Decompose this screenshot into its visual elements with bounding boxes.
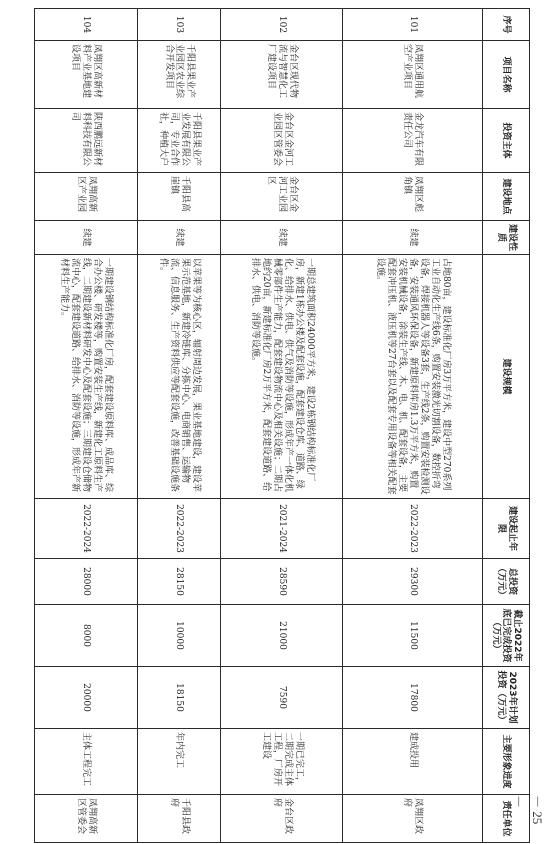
cell-nature: 续建 xyxy=(35,221,138,255)
header-entity: 投资主体 xyxy=(483,109,530,173)
cell-years: 2021-2024 xyxy=(221,499,342,559)
cell-progress: 主体工程完工 xyxy=(35,729,138,795)
project-table xyxy=(34,8,530,843)
header-progress: 主要形象进度 xyxy=(483,729,530,795)
cell-responsible: 凤翔区政府 xyxy=(342,795,482,843)
header-nature: 建设性质 xyxy=(483,221,530,255)
cell-seq: 104 xyxy=(35,9,138,41)
cell-scale: 一期总建筑面积24000平方米，建设2栋钢结构标准化厂房，新建1栋办公楼及配套设施，配套建设仓库、道路、绿化、给排水、供电、供气及消防等设施，形成年产一体化机械零部件生产能力，配套建设物流中心及相关设施；二期占地约20亩，新建标准化厂房2万平方米，配套建设道路、给排水、供电、消防等设施。 xyxy=(221,255,342,499)
cell-seq: 102 xyxy=(221,9,342,41)
cell-total: 28150 xyxy=(137,559,221,605)
cell-years: 2022-2024 xyxy=(35,499,138,559)
cell-done: 11500 xyxy=(342,605,482,667)
cell-nature: 续建 xyxy=(221,221,342,255)
cell-scale: 一期建设钢结构标准化厂房，配套建设原料库、成品库、综合办公楼、研发楼等，购置安装生产线，新建化工原料生产线，二期建设新材料研发中心及配套设施；三期建设仓储物流中心，配套建设道路、给排水、消防等设施，形成年产新材料生产能力。 xyxy=(35,255,138,499)
cell-total: 29300 xyxy=(342,559,482,605)
cell-seq: 101 xyxy=(342,9,482,41)
rotated-table-wrapper xyxy=(34,8,530,842)
cell-plan2023: 7590 xyxy=(221,667,342,729)
cell-entity: 金台区金河工业园区管委会 xyxy=(221,109,342,173)
cell-plan2023: 17800 xyxy=(342,667,482,729)
cell-entity: 千阳县果业产业发展有限公司，专业合作社，种植大户 xyxy=(137,109,221,173)
cell-name: 金台区现代物流与智慧化工厂建设项目 xyxy=(221,41,342,109)
cell-location: 千阳县高崖镇 xyxy=(137,173,221,221)
cell-name: 凤翔区通用航空产业项目 xyxy=(342,41,482,109)
cell-scale: 占地80亩，建设标准化厂房3万平方米，建设中型270系列工业自动化生产线6条，购置安装激光切割设备，数控折弯设备，焊接机器人等设备3套，生产线2条，购置安装检测设备，安装通风环保设备，新建原料库房1.3万平方米，购置安装机械设备，涂装生产线、木、电、机、配套设备，主要配套冲压机、液压机等27台套以及配套专用设备等相关配套设施。 xyxy=(342,255,482,499)
cell-responsible: 金台区政府 xyxy=(221,795,342,843)
table-header-row xyxy=(483,9,530,843)
cell-years: 2022-2023 xyxy=(342,499,482,559)
header-seq: 序号 xyxy=(483,9,530,41)
cell-progress: 一期已完工，二期完成主体工程，厂房开工建设 xyxy=(221,729,342,795)
cell-plan2023: 18150 xyxy=(137,667,221,729)
cell-done: 21000 xyxy=(221,605,342,667)
cell-scale: 以苹果等为核心区，辐射周边发展，果业基地建设，建设苹果示范基地，新建冷链库、分拣中心、电商销售、运输物流、信息服务、生产资料供应等配套设施，改善基础设施条件。 xyxy=(137,255,221,499)
cell-location: 凤翔高新区产业园 xyxy=(35,173,138,221)
table-row xyxy=(221,9,342,843)
cell-seq: 103 xyxy=(137,9,221,41)
cell-entity: 陕西鹏远新材料科技有限公司 xyxy=(35,109,138,173)
header-plan2023: 2023年计划投资（万元） xyxy=(483,667,530,729)
cell-progress: 年内完工 xyxy=(137,729,221,795)
cell-nature: 续建 xyxy=(342,221,482,255)
cell-location: 凤翔区彪角镇 xyxy=(342,173,482,221)
cell-total: 28590 xyxy=(221,559,342,605)
cell-done: 10000 xyxy=(137,605,221,667)
header-name: 项目名称 xyxy=(483,41,530,109)
cell-entity: 金龙汽车有限责任公司 xyxy=(342,109,482,173)
cell-responsible: 凤翔高新区管委会 xyxy=(35,795,138,843)
header-location: 建设地点 xyxy=(483,173,530,221)
cell-responsible: 千阳县政府 xyxy=(137,795,221,843)
cell-done: 8000 xyxy=(35,605,138,667)
page-number-wrapper xyxy=(510,795,545,825)
header-responsible: 责任单位 xyxy=(483,795,530,843)
header-done: 截止2022年底已完成投资（万元） xyxy=(483,605,530,667)
header-scale: 建设规模 xyxy=(483,255,530,499)
cell-plan2023: 20000 xyxy=(35,667,138,729)
cell-name: 千阳县果业产业园区农业综合开发项目 xyxy=(137,41,221,109)
header-total: 总投资（万元） xyxy=(483,559,530,605)
cell-name: 凤翔区高新材料产业基地建设项目 xyxy=(35,41,138,109)
page-number: － 25 － xyxy=(511,795,545,825)
cell-years: 2022-2023 xyxy=(137,499,221,559)
table-row xyxy=(342,9,482,843)
cell-progress: 建成投用 xyxy=(342,729,482,795)
cell-location: 金台区金河工业园区 xyxy=(221,173,342,221)
table-row xyxy=(35,9,138,843)
cell-total: 28000 xyxy=(35,559,138,605)
header-years: 建设起止年限 xyxy=(483,499,530,559)
cell-nature: 续建 xyxy=(137,221,221,255)
table-row xyxy=(137,9,221,843)
